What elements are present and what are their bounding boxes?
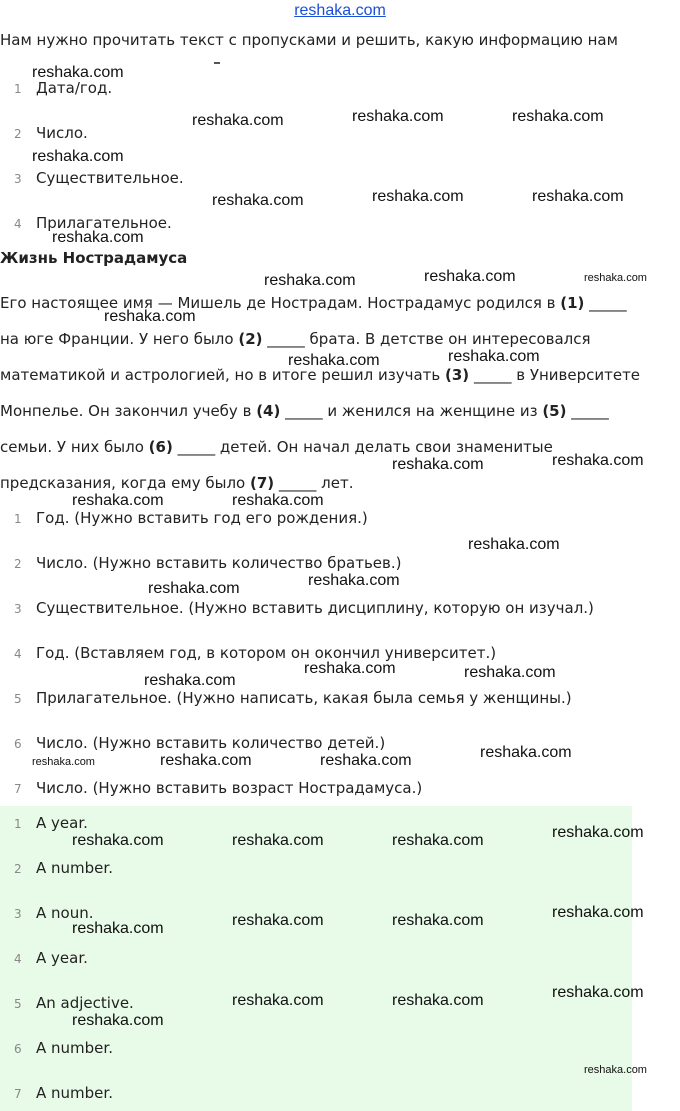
story-line [0,330,591,348]
watermark: reshaka.com [304,660,396,677]
item-number: 1 [14,512,22,526]
story-fragment: предсказания, когда ему было [0,474,250,492]
watermark: reshaka.com [552,904,644,921]
watermark: reshaka.com [232,912,324,929]
item-text: Существительное. [36,169,184,187]
watermark: reshaka.com [32,756,95,768]
story-fragment: _____ [566,402,609,420]
watermark: reshaka.com [552,984,644,1001]
story-fragment: _____ брата. В детстве он интересовался [262,330,591,348]
item-text: Число. (Нужно вставить количество детей.) [36,734,386,752]
item-text: A year. [36,949,88,967]
item-number: 7 [14,1087,22,1101]
story-fragment: _____ в Университете [469,366,641,384]
story-fragment: _____ детей. Он начал делать свои знаменитые [172,438,553,456]
story-line [0,474,354,492]
watermark: reshaka.com [148,580,240,597]
story-fragment: _____ лет. [274,474,354,492]
item-number: 3 [14,907,22,921]
watermark: reshaka.com [264,272,356,289]
watermark: reshaka.com [468,536,560,553]
gap-marker: (6) [148,438,173,456]
watermark: reshaka.com [392,456,484,473]
watermark: reshaka.com [160,752,252,769]
item-number: 2 [14,862,22,876]
gap-marker: (1) [560,294,585,312]
story-line [0,402,609,420]
watermark: reshaka.com [72,920,164,937]
watermark: reshaka.com [104,308,196,325]
watermark: reshaka.com [72,1012,164,1029]
watermark: reshaka.com [424,268,516,285]
item-text: Год. (Вставляем год, в котором он окончил университет.) [36,644,497,662]
intro-text: Нам нужно прочитать текст с пропусками и решить, какую информацию нам [0,31,618,49]
watermark: reshaka.com [212,192,304,209]
stray-mark [214,62,220,66]
item-text: A number. [36,859,113,877]
watermark: reshaka.com [448,348,540,365]
item-text: Существительное. (Нужно вставить дисциплину, которую он изучал.) [36,599,594,617]
site-link[interactable]: reshaka.com [294,2,386,19]
item-number: 5 [14,692,22,706]
item-text: Число. (Нужно вставить возраст Нострадамуса.) [36,779,423,797]
watermark: reshaka.com [392,832,484,849]
story-fragment: _____ [584,294,627,312]
watermark: reshaka.com [372,188,464,205]
watermark: reshaka.com [232,992,324,1009]
watermark: reshaka.com [32,148,124,165]
item-number: 5 [14,997,22,1011]
item-number: 1 [14,817,22,831]
watermark: reshaka.com [144,672,236,689]
item-text: Число. (Нужно вставить количество братьев.) [36,554,402,572]
gap-marker: (4) [256,402,281,420]
watermark: reshaka.com [480,744,572,761]
story-title: Жизнь Нострадамуса [0,249,188,267]
gap-marker: (2) [238,330,263,348]
story-fragment: на юге Франции. У него было [0,330,239,348]
item-text: An adjective. [36,994,134,1012]
item-text: A noun. [36,904,94,922]
item-number: 2 [14,557,22,571]
watermark: reshaka.com [52,229,144,246]
item-number: 2 [14,127,22,141]
watermark: reshaka.com [392,992,484,1009]
item-text: Год. (Нужно вставить год его рождения.) [36,509,368,527]
story-fragment: семьи. У них было [0,438,149,456]
item-text: Прилагательное. (Нужно написать, какая была семья у женщины.) [36,689,572,707]
story-fragment: Его настоящее имя — Мишель де Нострадам. Нострадамус родился в [0,294,561,312]
watermark: reshaka.com [552,452,644,469]
item-text: A year. [36,814,88,832]
item-text: Дата/год. [36,79,113,97]
watermark: reshaka.com [72,492,164,509]
watermark: reshaka.com [72,832,164,849]
watermark: reshaka.com [288,352,380,369]
item-text: A number. [36,1039,113,1057]
story-fragment: Монпелье. Он закончил учебу в [0,402,257,420]
watermark: reshaka.com [232,832,324,849]
item-number: 4 [14,952,22,966]
watermark: reshaka.com [308,572,400,589]
item-number: 3 [14,602,22,616]
watermark: reshaka.com [532,188,624,205]
answers-panel [0,806,632,1111]
watermark: reshaka.com [192,112,284,129]
item-number: 4 [14,647,22,661]
watermark: reshaka.com [552,824,644,841]
watermark: reshaka.com [392,912,484,929]
story-line [0,438,553,456]
item-number: 1 [14,82,22,96]
item-text: Число. [36,124,88,142]
story-fragment: _____ и женился на женщине из [280,402,543,420]
story-line [0,294,627,312]
watermark: reshaka.com [464,664,556,681]
item-text: Прилагательное. [36,214,172,232]
item-number: 4 [14,217,22,231]
watermark: reshaka.com [232,492,324,509]
watermark: reshaka.com [512,108,604,125]
gap-marker: (3) [445,366,470,384]
watermark: reshaka.com [320,752,412,769]
item-number: 6 [14,737,22,751]
watermark: reshaka.com [352,108,444,125]
item-number: 7 [14,782,22,796]
watermark: reshaka.com [32,64,124,81]
watermark: reshaka.com [584,272,647,284]
story-fragment: математикой и астрологией, но в итоге решил изучать [0,366,446,384]
watermark: reshaka.com [584,1064,647,1076]
item-number: 3 [14,172,22,186]
item-text: A number. [36,1084,113,1102]
gap-marker: (5) [542,402,567,420]
item-number: 6 [14,1042,22,1056]
gap-marker: (7) [249,474,275,492]
